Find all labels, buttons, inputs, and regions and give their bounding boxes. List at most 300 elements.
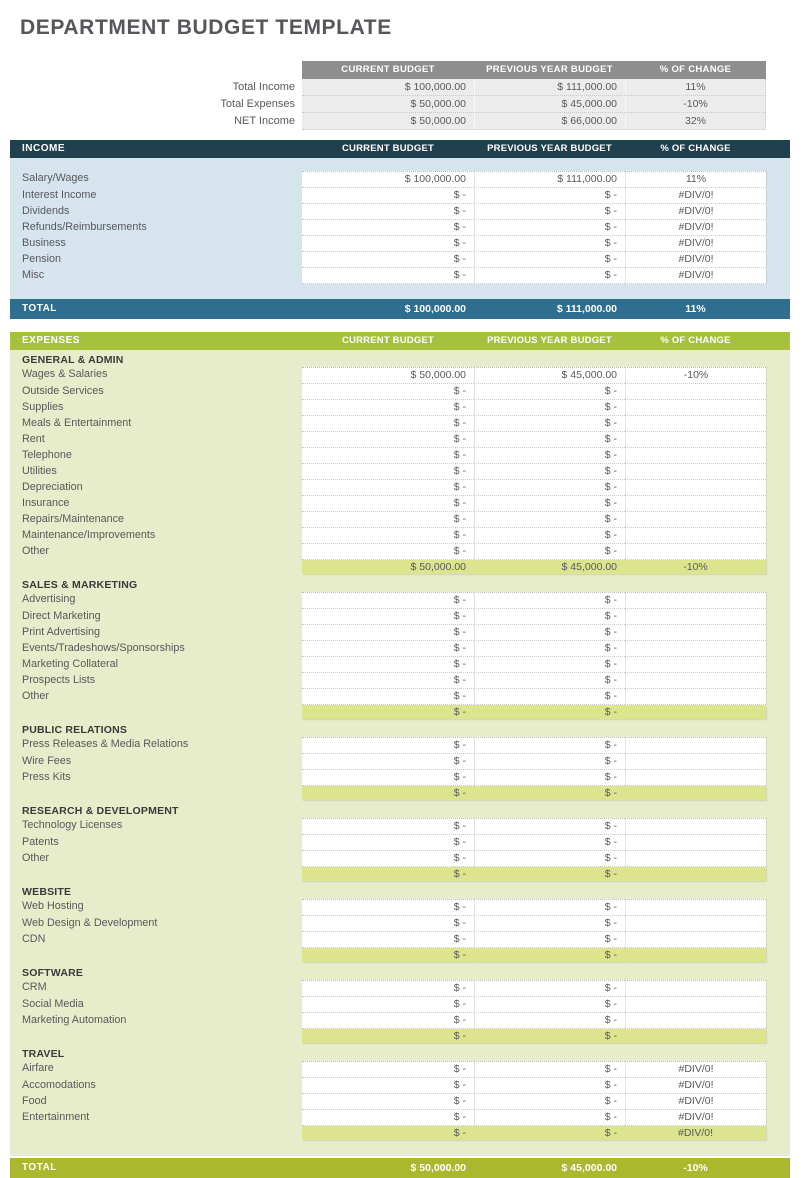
percent-change-cell[interactable]: [625, 464, 766, 480]
current-budget-cell[interactable]: $ -: [302, 641, 474, 657]
income-section: [10, 140, 790, 319]
percent-change-cell[interactable]: #DIV/0!: [625, 1094, 766, 1110]
previous-year-budget-cell[interactable]: $ -: [474, 432, 625, 448]
row-filler: [766, 480, 790, 496]
summary-header-spacer: [10, 61, 302, 79]
row-label-cell: Other: [22, 545, 50, 557]
row-label-cell: Direct Marketing: [22, 610, 101, 622]
percent-change-cell[interactable]: [625, 754, 766, 770]
column-header-percent-change: % OF CHANGE: [660, 143, 731, 154]
row-filler: [766, 96, 790, 113]
current-budget-cell[interactable]: $ -: [302, 737, 474, 754]
current-budget-cell[interactable]: $ -: [302, 673, 474, 689]
previous-year-budget-cell[interactable]: $ -: [474, 932, 625, 948]
subtotal-current-budget-cell: $ -: [302, 786, 474, 800]
subtotal-current-budget-cell: $ -: [302, 948, 474, 962]
summary-table: [10, 61, 790, 130]
subtotal-label-spacer: [10, 705, 302, 719]
current-budget-cell[interactable]: $ -: [302, 1013, 474, 1029]
income-total-change-cell: 11%: [685, 303, 706, 315]
expense-group: [10, 354, 790, 574]
row-label-cell: Rent: [22, 433, 45, 445]
expense-group-rows: [10, 737, 790, 786]
row-filler: [766, 818, 790, 835]
row-filler: [766, 1013, 790, 1029]
subtotal-percent-change-cell: #DIV/0!: [625, 1126, 766, 1140]
subtotal-previous-year-cell: $ -: [474, 1029, 625, 1043]
income-rows: [10, 171, 790, 284]
previous-year-budget-cell[interactable]: $ -: [474, 236, 625, 252]
budget-line-row: [10, 899, 790, 916]
percent-change-cell[interactable]: #DIV/0!: [625, 1110, 766, 1126]
previous-year-budget-cell[interactable]: $ -: [474, 204, 625, 220]
percent-change-cell[interactable]: [625, 609, 766, 625]
row-label-cell: Accomodations: [22, 1079, 96, 1091]
previous-year-budget-cell[interactable]: $ -: [474, 641, 625, 657]
current-budget-cell[interactable]: $ -: [302, 754, 474, 770]
budget-line-row: [10, 528, 790, 544]
summary-row-label: Total Income: [232, 81, 295, 93]
budget-line-row: [10, 400, 790, 416]
percent-change-cell[interactable]: -10%: [625, 367, 766, 384]
expenses-total-current-cell: $ 50,000.00: [410, 1162, 466, 1174]
percent-change-cell[interactable]: [625, 689, 766, 705]
expense-groups: [10, 354, 790, 1140]
current-budget-cell[interactable]: $ -: [302, 657, 474, 673]
row-filler: [766, 448, 790, 464]
row-label-cell: Utilities: [22, 465, 57, 477]
percent-change-cell[interactable]: [625, 592, 766, 609]
previous-year-budget-cell[interactable]: $ -: [474, 770, 625, 786]
expense-group-rows: [10, 899, 790, 948]
current-budget-cell[interactable]: $ -: [302, 252, 474, 268]
previous-year-budget-cell[interactable]: $ -: [474, 592, 625, 609]
budget-line-row: [10, 1094, 790, 1110]
current-budget-cell[interactable]: $ 50,000.00: [302, 113, 474, 130]
row-label-cell: Print Advertising: [22, 626, 101, 638]
current-budget-cell[interactable]: $ -: [302, 899, 474, 916]
row-filler: [766, 79, 790, 96]
row-label-cell: Other: [22, 690, 50, 702]
percent-change-cell[interactable]: #DIV/0!: [625, 1078, 766, 1094]
row-label-cell: Dividends: [22, 205, 70, 217]
row-filler: [766, 786, 790, 800]
previous-year-budget-cell[interactable]: $ -: [474, 835, 625, 851]
subtotal-current-budget-cell: $ -: [302, 867, 474, 881]
row-filler: [766, 997, 790, 1013]
percent-change-cell[interactable]: #DIV/0!: [625, 188, 766, 204]
income-total-label: TOTAL: [22, 303, 57, 314]
row-label-cell: Marketing Collateral: [22, 658, 119, 670]
previous-year-budget-cell[interactable]: $ -: [474, 851, 625, 867]
summary-row: [10, 96, 790, 113]
subtotal-percent-change-cell: [625, 1029, 766, 1043]
previous-year-budget-cell[interactable]: $ -: [474, 673, 625, 689]
percent-change-cell[interactable]: #DIV/0!: [625, 252, 766, 268]
percent-change-cell[interactable]: [625, 673, 766, 689]
previous-year-budget-cell[interactable]: $ -: [474, 528, 625, 544]
previous-year-budget-cell[interactable]: $ 45,000.00: [474, 367, 625, 384]
row-filler: [766, 113, 790, 130]
budget-line-row: [10, 416, 790, 432]
percent-change-cell[interactable]: [625, 916, 766, 932]
row-filler: [766, 204, 790, 220]
row-filler: [766, 770, 790, 786]
expense-group-heading: WEBSITE: [22, 886, 72, 898]
current-budget-cell[interactable]: $ -: [302, 980, 474, 997]
percent-change-cell[interactable]: #DIV/0!: [625, 220, 766, 236]
current-budget-cell[interactable]: $ -: [302, 416, 474, 432]
percent-change-cell[interactable]: [625, 818, 766, 835]
current-budget-cell[interactable]: $ -: [302, 818, 474, 835]
current-budget-cell[interactable]: $ 100,000.00: [302, 171, 474, 188]
budget-line-row: [10, 1110, 790, 1126]
column-header-current-budget: CURRENT BUDGET: [302, 61, 474, 79]
budget-line-row: [10, 932, 790, 948]
column-header-percent-change: % OF CHANGE: [625, 61, 766, 79]
previous-year-budget-cell[interactable]: $ 45,000.00: [474, 96, 625, 113]
row-filler: [766, 61, 790, 79]
percent-change-cell[interactable]: -10%: [625, 96, 766, 113]
subtotal-current-budget-cell: $ -: [302, 1126, 474, 1140]
row-label-cell: Interest Income: [22, 189, 97, 201]
expenses-section: [10, 332, 790, 1178]
subtotal-label-spacer: [10, 560, 302, 574]
current-budget-cell[interactable]: $ -: [302, 204, 474, 220]
expense-group-heading: SOFTWARE: [22, 967, 84, 979]
current-budget-cell[interactable]: $ 100,000.00: [302, 79, 474, 96]
current-budget-cell[interactable]: $ -: [302, 916, 474, 932]
previous-year-budget-cell[interactable]: $ -: [474, 512, 625, 528]
percent-change-cell[interactable]: [625, 512, 766, 528]
current-budget-cell[interactable]: $ -: [302, 480, 474, 496]
row-label-cell: Salary/Wages: [22, 172, 89, 184]
row-label-cell: Web Design & Development: [22, 917, 158, 929]
current-budget-cell[interactable]: $ -: [302, 835, 474, 851]
previous-year-budget-cell[interactable]: $ -: [474, 544, 625, 560]
budget-line-row: [10, 689, 790, 705]
budget-line-row: [10, 464, 790, 480]
row-filler: [766, 528, 790, 544]
row-label-cell: Technology Licenses: [22, 819, 123, 831]
row-filler: [766, 916, 790, 932]
row-filler: [766, 1126, 790, 1140]
previous-year-budget-cell[interactable]: $ -: [474, 496, 625, 512]
row-label-cell: Press Releases & Media Relations: [22, 738, 189, 750]
budget-line-row: [10, 1061, 790, 1078]
current-budget-cell[interactable]: $ -: [302, 400, 474, 416]
current-budget-cell[interactable]: $ -: [302, 544, 474, 560]
percent-change-cell[interactable]: #DIV/0!: [625, 236, 766, 252]
row-label-cell: Wages & Salaries: [22, 368, 108, 380]
previous-year-budget-cell[interactable]: $ -: [474, 1078, 625, 1094]
current-budget-cell[interactable]: $ -: [302, 592, 474, 609]
budget-line-row: [10, 236, 790, 252]
current-budget-cell[interactable]: $ -: [302, 997, 474, 1013]
row-filler: [766, 1029, 790, 1043]
expenses-total-change-cell: -10%: [683, 1162, 708, 1174]
row-label-cell: Wire Fees: [22, 755, 72, 767]
row-label-cell: Outside Services: [22, 385, 104, 397]
current-budget-cell[interactable]: $ -: [302, 528, 474, 544]
row-label-cell: Marketing Automation: [22, 1014, 127, 1026]
percent-change-cell[interactable]: [625, 384, 766, 400]
row-label-cell: Entertainment: [22, 1111, 90, 1123]
previous-year-budget-cell[interactable]: $ -: [474, 400, 625, 416]
current-budget-cell[interactable]: $ -: [302, 432, 474, 448]
percent-change-cell[interactable]: [625, 835, 766, 851]
row-filler: [766, 560, 790, 574]
budget-line-row: [10, 252, 790, 268]
previous-year-budget-cell[interactable]: $ -: [474, 384, 625, 400]
percent-change-cell[interactable]: 32%: [625, 113, 766, 130]
percent-change-cell[interactable]: [625, 400, 766, 416]
summary-row: [10, 113, 790, 130]
row-label-cell: Business: [22, 237, 66, 249]
budget-line-row: [10, 480, 790, 496]
subtotal-percent-change-cell: [625, 867, 766, 881]
current-budget-cell[interactable]: $ -: [302, 625, 474, 641]
current-budget-cell[interactable]: $ -: [302, 932, 474, 948]
previous-year-budget-cell[interactable]: $ 66,000.00: [474, 113, 625, 130]
budget-line-row: [10, 171, 790, 188]
summary-header-row: [10, 61, 790, 79]
budget-line-row: [10, 512, 790, 528]
previous-year-budget-cell[interactable]: $ -: [474, 220, 625, 236]
row-label-cell: Repairs/Maintenance: [22, 513, 125, 525]
subtotal-current-budget-cell: $ -: [302, 1029, 474, 1043]
previous-year-budget-cell[interactable]: $ 111,000.00: [474, 171, 625, 188]
subtotal-percent-change-cell: -10%: [625, 560, 766, 574]
expense-group-heading: GENERAL & ADMIN: [22, 354, 124, 366]
subtotal-previous-year-cell: $ -: [474, 1126, 625, 1140]
percent-change-cell[interactable]: 11%: [625, 79, 766, 96]
percent-change-cell[interactable]: 11%: [625, 171, 766, 188]
row-filler: [766, 252, 790, 268]
expenses-section-label: EXPENSES: [22, 335, 80, 346]
percent-change-cell[interactable]: [625, 496, 766, 512]
row-filler: [766, 932, 790, 948]
current-budget-cell[interactable]: $ -: [302, 770, 474, 786]
row-filler: [766, 689, 790, 705]
previous-year-budget-cell[interactable]: $ -: [474, 609, 625, 625]
row-filler: [766, 867, 790, 881]
row-filler: [766, 1094, 790, 1110]
expense-group: [10, 724, 790, 800]
row-filler: [766, 1061, 790, 1078]
row-filler: [766, 171, 790, 188]
expense-group-heading: RESEARCH & DEVELOPMENT: [22, 805, 179, 817]
expense-group: [10, 805, 790, 881]
percent-change-cell[interactable]: [625, 432, 766, 448]
previous-year-budget-cell[interactable]: $ -: [474, 737, 625, 754]
income-section-label: INCOME: [22, 143, 65, 154]
percent-change-cell[interactable]: [625, 770, 766, 786]
current-budget-cell[interactable]: $ -: [302, 851, 474, 867]
row-label-cell: Press Kits: [22, 771, 71, 783]
percent-change-cell[interactable]: [625, 480, 766, 496]
previous-year-budget-cell[interactable]: $ -: [474, 899, 625, 916]
previous-year-budget-cell[interactable]: $ -: [474, 1013, 625, 1029]
summary-row: [10, 79, 790, 96]
expense-group-rows: [10, 980, 790, 1029]
previous-year-budget-cell[interactable]: $ 111,000.00: [474, 79, 625, 96]
expenses-body: [10, 350, 790, 1156]
current-budget-cell[interactable]: $ 50,000.00: [302, 96, 474, 113]
row-filler: [766, 188, 790, 204]
budget-line-row: [10, 818, 790, 835]
income-total-previous-cell: $ 111,000.00: [556, 303, 617, 315]
budget-line-row: [10, 1013, 790, 1029]
row-label-cell: Insurance: [22, 497, 70, 509]
row-filler: [766, 851, 790, 867]
row-filler: [766, 432, 790, 448]
row-label-cell: Events/Tradeshows/Sponsorships: [22, 642, 185, 654]
subtotal-current-budget-cell: $ -: [302, 705, 474, 719]
previous-year-budget-cell[interactable]: $ -: [474, 1110, 625, 1126]
current-budget-cell[interactable]: $ -: [302, 188, 474, 204]
row-filler: [766, 220, 790, 236]
current-budget-cell[interactable]: $ -: [302, 464, 474, 480]
row-filler: [766, 1110, 790, 1126]
percent-change-cell[interactable]: #DIV/0!: [625, 1061, 766, 1078]
row-filler: [766, 737, 790, 754]
expense-group-subtotal-row: [10, 867, 790, 881]
percent-change-cell[interactable]: [625, 737, 766, 754]
column-header-current-budget: CURRENT BUDGET: [342, 335, 434, 346]
row-filler: [766, 705, 790, 719]
percent-change-cell[interactable]: [625, 899, 766, 916]
previous-year-budget-cell[interactable]: $ -: [474, 754, 625, 770]
current-budget-cell[interactable]: $ -: [302, 236, 474, 252]
budget-line-row: [10, 367, 790, 384]
previous-year-budget-cell[interactable]: $ -: [474, 416, 625, 432]
percent-change-cell[interactable]: [625, 544, 766, 560]
row-label-cell: Telephone: [22, 449, 72, 461]
row-filler: [766, 367, 790, 384]
previous-year-budget-cell[interactable]: $ -: [474, 625, 625, 641]
budget-line-row: [10, 384, 790, 400]
row-label-cell: Maintenance/Improvements: [22, 529, 156, 541]
percent-change-cell[interactable]: [625, 641, 766, 657]
subtotal-previous-year-cell: $ -: [474, 786, 625, 800]
percent-change-cell[interactable]: #DIV/0!: [625, 268, 766, 284]
subtotal-previous-year-cell: $ -: [474, 705, 625, 719]
percent-change-cell[interactable]: [625, 528, 766, 544]
row-filler: [766, 980, 790, 997]
row-filler: [766, 609, 790, 625]
percent-change-cell[interactable]: [625, 980, 766, 997]
previous-year-budget-cell[interactable]: $ -: [474, 448, 625, 464]
previous-year-budget-cell[interactable]: $ -: [474, 980, 625, 997]
expense-group-heading: PUBLIC RELATIONS: [22, 724, 128, 736]
percent-change-cell[interactable]: [625, 851, 766, 867]
column-header-previous-year-budget: PREVIOUS YEAR BUDGET: [487, 335, 612, 346]
current-budget-cell[interactable]: $ -: [302, 609, 474, 625]
expense-group-subtotal-row: [10, 786, 790, 800]
expense-group-subtotal-row: [10, 1029, 790, 1043]
budget-line-row: [10, 268, 790, 284]
budget-line-row: [10, 204, 790, 220]
row-label-cell: Food: [22, 1095, 47, 1107]
expense-group: [10, 1048, 790, 1140]
expense-group-rows: [10, 592, 790, 705]
expense-group-rows: [10, 818, 790, 867]
current-budget-cell[interactable]: $ -: [302, 1094, 474, 1110]
row-filler: [766, 512, 790, 528]
percent-change-cell[interactable]: [625, 416, 766, 432]
income-section-bar: [10, 140, 790, 158]
current-budget-cell[interactable]: $ -: [302, 496, 474, 512]
current-budget-cell[interactable]: $ 50,000.00: [302, 367, 474, 384]
previous-year-budget-cell[interactable]: $ -: [474, 997, 625, 1013]
current-budget-cell[interactable]: $ -: [302, 220, 474, 236]
budget-line-row: [10, 770, 790, 786]
current-budget-cell[interactable]: $ -: [302, 512, 474, 528]
percent-change-cell[interactable]: [625, 657, 766, 673]
percent-change-cell[interactable]: [625, 1013, 766, 1029]
row-label-cell: Prospects Lists: [22, 674, 96, 686]
current-budget-cell[interactable]: $ -: [302, 689, 474, 705]
current-budget-cell[interactable]: $ -: [302, 1061, 474, 1078]
expense-group-heading: SALES & MARKETING: [22, 579, 138, 591]
previous-year-budget-cell[interactable]: $ -: [474, 657, 625, 673]
row-filler: [766, 1078, 790, 1094]
percent-change-cell[interactable]: [625, 932, 766, 948]
previous-year-budget-cell[interactable]: $ -: [474, 464, 625, 480]
previous-year-budget-cell[interactable]: $ -: [474, 689, 625, 705]
subtotal-previous-year-cell: $ 45,000.00: [474, 560, 625, 574]
previous-year-budget-cell[interactable]: $ -: [474, 188, 625, 204]
current-budget-cell[interactable]: $ -: [302, 1078, 474, 1094]
expense-group-subtotal-row: [10, 705, 790, 719]
budget-line-row: [10, 1078, 790, 1094]
summary-rows: [10, 79, 790, 130]
row-filler: [766, 625, 790, 641]
expense-group-rows: [10, 367, 790, 560]
row-filler: [766, 299, 790, 319]
previous-year-budget-cell[interactable]: $ -: [474, 252, 625, 268]
row-filler: [766, 899, 790, 916]
previous-year-budget-cell[interactable]: $ -: [474, 1094, 625, 1110]
previous-year-budget-cell[interactable]: $ -: [474, 480, 625, 496]
percent-change-cell[interactable]: #DIV/0!: [625, 204, 766, 220]
budget-sheet: [10, 61, 790, 1178]
budget-line-row: [10, 641, 790, 657]
previous-year-budget-cell[interactable]: $ -: [474, 916, 625, 932]
subtotal-previous-year-cell: $ -: [474, 948, 625, 962]
row-label-cell: Advertising: [22, 593, 76, 605]
row-label-cell: CDN: [22, 933, 46, 945]
current-budget-cell[interactable]: $ -: [302, 384, 474, 400]
current-budget-cell[interactable]: $ -: [302, 268, 474, 284]
percent-change-cell[interactable]: [625, 625, 766, 641]
budget-line-row: [10, 916, 790, 932]
row-filler: [766, 140, 790, 158]
current-budget-cell[interactable]: $ -: [302, 1110, 474, 1126]
row-label-cell: Other: [22, 852, 50, 864]
percent-change-cell[interactable]: [625, 997, 766, 1013]
previous-year-budget-cell[interactable]: $ -: [474, 268, 625, 284]
percent-change-cell[interactable]: [625, 448, 766, 464]
row-filler: [766, 384, 790, 400]
previous-year-budget-cell[interactable]: $ -: [474, 818, 625, 835]
current-budget-cell[interactable]: $ -: [302, 448, 474, 464]
expense-group-rows: [10, 1061, 790, 1126]
previous-year-budget-cell[interactable]: $ -: [474, 1061, 625, 1078]
budget-line-row: [10, 835, 790, 851]
row-filler: [766, 236, 790, 252]
